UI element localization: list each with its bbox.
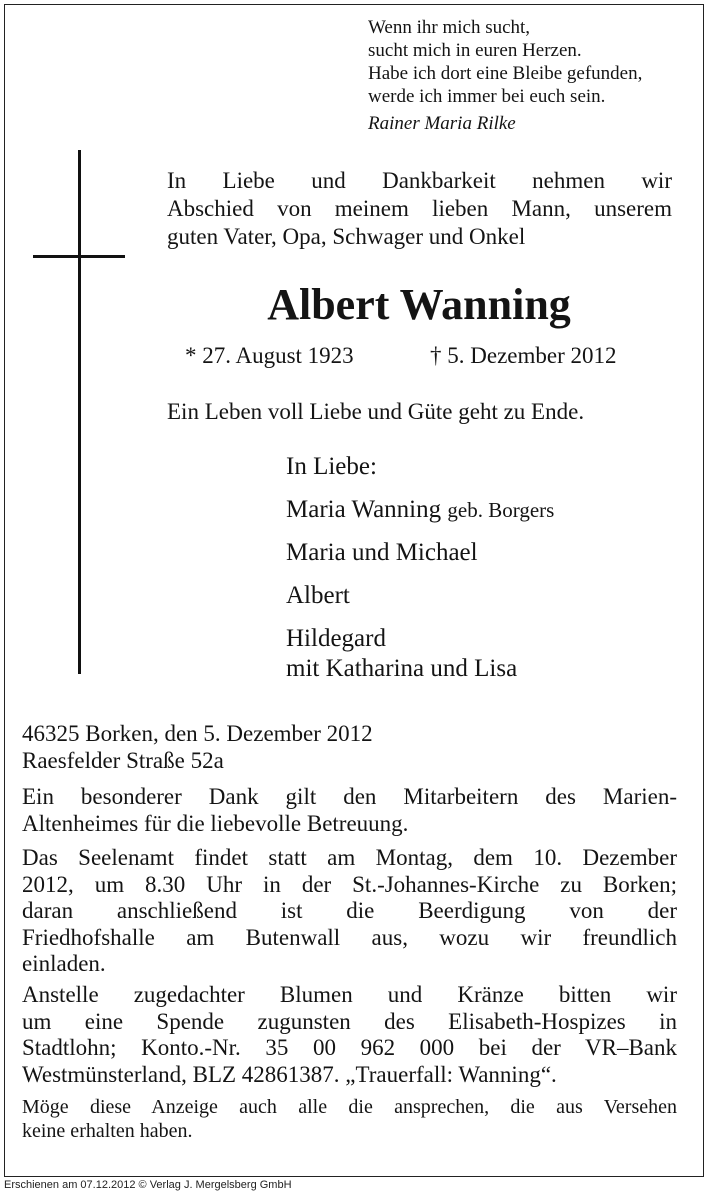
note-paragraph [22, 1095, 677, 1143]
paragraph-line: einladen. [22, 951, 106, 976]
family-entry: Maria und Michael [286, 539, 478, 566]
paragraph-line: um eine Spende zugunsten des Elisabeth-Hospizes in [22, 1008, 677, 1034]
birth-date: * 27. August 1923 [185, 343, 354, 368]
paragraph-line: Friedhofshalle am Butenwall aus, wozu wir freundlich [22, 924, 677, 950]
paragraph-line: keine erhalten haben. [22, 1120, 193, 1142]
thanks-paragraph [22, 784, 677, 837]
widow-name: Maria Wanning [286, 496, 442, 523]
family-member-sub: mit Katharina und Lisa [286, 655, 518, 682]
deceased-name: Albert Wanning [267, 280, 571, 329]
intro-line: guten Vater, Opa, Schwager und Onkel [167, 224, 526, 249]
family-heading: In Liebe: [286, 453, 377, 480]
intro-line: In Liebe und Dankbarkeit nehmen wir [167, 168, 672, 193]
motto: Ein Leben voll Liebe und Güte geht zu Ende. [167, 399, 585, 424]
death-date: † 5. Dezember 2012 [430, 343, 617, 368]
paragraph-line: Stadtlohn; Konto.-Nr. 35 00 962 000 bei der VR–Bank [22, 1035, 677, 1060]
publication-footer: Erschienen am 07.12.2012 © Verlag J. Mergelsberg GmbH [4, 1176, 704, 1194]
paragraph-line: Anstelle zugedachter Blumen und Kränze bitten wir [22, 982, 677, 1007]
family-entry [286, 624, 554, 684]
city-date: 46325 Borken, den 5. Dezember 2012 [22, 721, 373, 746]
paragraph-line: Möge diese Anzeige auch alle die ansprechen, die aus Versehen [22, 1096, 677, 1118]
poem-line: werde ich immer bei euch sein. [368, 86, 606, 107]
poem-line: Wenn ihr mich sucht, [368, 17, 531, 38]
paragraph-line: Westmünsterland, BLZ 42861387. „Trauerfall: Wanning“. [22, 1061, 557, 1087]
family-entry: Albert [286, 582, 350, 609]
widow-maiden-name: geb. Borgers [447, 498, 555, 522]
poem [368, 16, 642, 135]
intro-text [167, 167, 672, 251]
family-member: Hildegard [286, 625, 386, 652]
intro-line: Abschied von meinem lieben Mann, unserem [167, 196, 672, 221]
paragraph-line: Altenheimes für die liebevolle Betreuung. [22, 810, 409, 836]
cross-icon-bar [33, 255, 125, 258]
cross-icon [78, 150, 81, 674]
family-entry [286, 495, 554, 525]
street-address: Raesfelder Straße 52a [22, 748, 224, 773]
paragraph-line: daran anschließend ist die Beerdigung von der [22, 898, 677, 923]
paragraph-line: Ein besonderer Dank gilt den Mitarbeitern des Marien- [22, 784, 677, 809]
paragraph-line: Das Seelenamt findet statt am Montag, dem 10. Dezember [22, 845, 677, 870]
poem-line: Habe ich dort eine Bleibe gefunden, [368, 63, 643, 84]
service-paragraph [22, 845, 677, 978]
place-date [22, 720, 373, 774]
paragraph-line: 2012, um 8.30 Uhr in der St.-Johannes-Kirche zu Borken; [22, 871, 677, 897]
poem-line: sucht mich in euren Herzen. [368, 40, 582, 61]
donation-paragraph [22, 982, 677, 1088]
family-list [286, 452, 554, 697]
poem-author: Rainer Maria Rilke [368, 113, 516, 134]
